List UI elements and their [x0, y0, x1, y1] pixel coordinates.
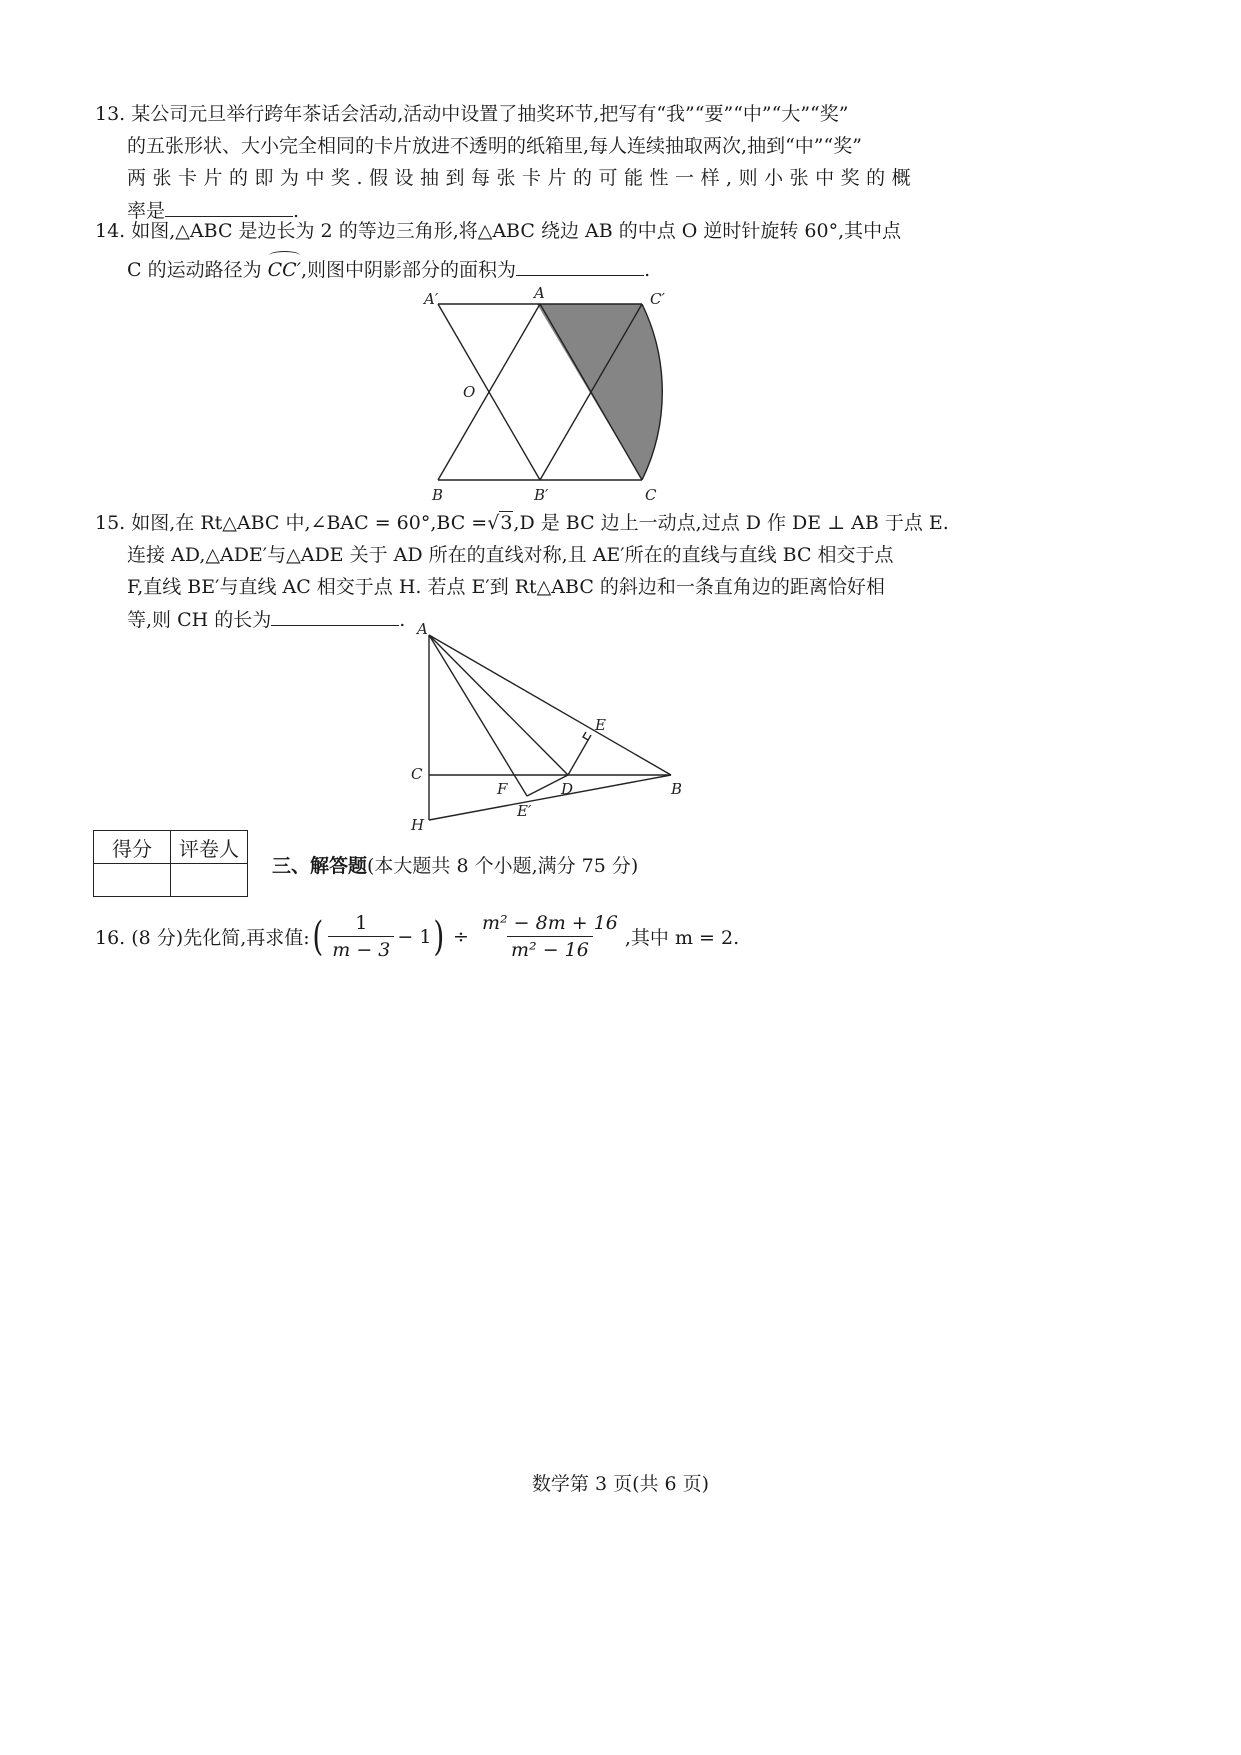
figure-q15: [403, 622, 693, 844]
question-16: [95, 912, 739, 961]
grader-header: 评卷人: [171, 831, 248, 864]
q14-line-1: 14. 如图,△ABC 是边长为 2 的等边三角形,将△ABC 绕边 AB 的中点 O 逆时针旋转 60°,其中点: [95, 220, 902, 242]
sqrt-argument: 3: [500, 512, 513, 534]
score-header: 得分: [94, 831, 171, 864]
q16-suffix: ,其中 m = 2.: [624, 927, 740, 949]
q15-line-1: 15. 如图,在 Rt△ABC 中,∠BAC = 60°,BC =√3,D 是 BC 边上一动点,过点 D 作 DE ⊥ AB 于点 E.: [95, 512, 949, 534]
question-15: [95, 507, 1015, 636]
page-footer: 数学第 3 页(共 6 页): [531, 1473, 710, 1495]
q15-line1-b: ,D 是 BC 边上一动点,过点 D 作 DE ⊥ AB 于点 E.: [513, 512, 949, 534]
q14-line-2: C 的运动路径为 CC′,则图中阴影部分的面积为 .: [95, 253, 1015, 286]
figure-q14-svg: [410, 284, 690, 506]
q13-line-3: 两张卡片的即为中奖.假设抽到每张卡片的可能性一样,则小张中奖的概: [127, 167, 918, 189]
label-c-prime: C′: [650, 290, 665, 308]
label-b-prime: B′: [534, 486, 549, 504]
line-d-e: [568, 735, 591, 775]
arc-cc-prime: CC′: [268, 254, 301, 286]
label-d: D: [561, 780, 574, 798]
line-a-e-prime: [429, 635, 527, 796]
q13-line-1: 13. 某公司元旦举行跨年茶话会活动,活动中设置了抽奖环节,把写有“我”“要”“中”“大”“奖”: [95, 103, 849, 125]
q15-line-3: F,直线 BE′与直线 AC 相交于点 H. 若点 E′到 Rt△ABC 的斜边和一条直角边的距离恰好相: [127, 576, 885, 598]
section-3-title: 三、解答题: [272, 855, 368, 877]
label-h: H: [411, 816, 425, 834]
line-a-d: [429, 635, 568, 775]
fraction-1-numerator: 1: [355, 912, 368, 934]
line-h-b: [429, 775, 671, 820]
q16-prefix: 16. (8 分)先化简,再求值:: [95, 927, 310, 949]
score-cell[interactable]: [94, 864, 171, 897]
q13-last-prefix: 率是: [127, 200, 166, 222]
division-sign: ÷: [453, 925, 469, 948]
answer-blank-13[interactable]: [165, 194, 293, 217]
label-b: B: [671, 780, 683, 798]
label-e-prime: E′: [517, 802, 532, 820]
question-14: [95, 215, 1015, 286]
right-angle-mark: [583, 732, 588, 740]
right-paren: ): [433, 913, 445, 960]
fraction-2: [478, 912, 622, 961]
q13-line-4: 率是 .: [95, 194, 1015, 227]
q15-line1-a: 15. 如图,在 Rt△ABC 中,∠BAC = 60°,BC =: [95, 512, 488, 534]
q15-line-2: 连接 AD,△ADE′与△ADE 关于 AD 所在的直线对称,且 AE′所在的直线与直线 BC 相交于点: [127, 544, 894, 566]
q15-line4-prefix: 等,则 CH 的长为: [127, 609, 272, 631]
fraction-2-numerator: m² − 8m + 16: [481, 912, 618, 934]
fraction-1: [328, 912, 394, 961]
label-c: C: [411, 765, 423, 783]
figure-q15-svg: [403, 622, 693, 844]
fraction-1-denominator: m − 3: [328, 936, 394, 961]
answer-blank-15[interactable]: [271, 603, 399, 626]
section-3-heading: [272, 851, 638, 878]
label-a: A: [534, 284, 545, 302]
score-table: [93, 830, 248, 897]
line-a-b: [429, 635, 671, 775]
q14-line2-prefix: C 的运动路径为: [127, 259, 262, 281]
fraction-2-denominator: m² − 16: [507, 936, 593, 961]
label-a-prime: A′: [424, 290, 439, 308]
q14-line2-suffix: ,则图中阴影部分的面积为: [301, 259, 517, 281]
answer-blank-14[interactable]: [516, 253, 644, 276]
label-c: C: [645, 486, 657, 504]
left-paren: (: [311, 913, 323, 960]
label-a: A: [417, 622, 428, 638]
label-o: O: [463, 383, 476, 401]
question-13: [95, 98, 1015, 227]
label-f: F: [497, 780, 508, 798]
q15-line-4: 等,则 CH 的长为 .: [95, 603, 1015, 636]
minus-one: − 1: [397, 925, 432, 948]
section-3-note: (本大题共 8 个小题,满分 75 分): [367, 855, 639, 877]
label-e: E: [595, 716, 606, 734]
grader-cell[interactable]: [171, 864, 248, 897]
figure-q14: [410, 284, 690, 506]
q13-line-2: 的五张形状、大小完全相同的卡片放进不透明的纸箱里,每人连续抽取两次,抽到“中”“奖”: [127, 135, 862, 157]
label-b: B: [432, 486, 444, 504]
